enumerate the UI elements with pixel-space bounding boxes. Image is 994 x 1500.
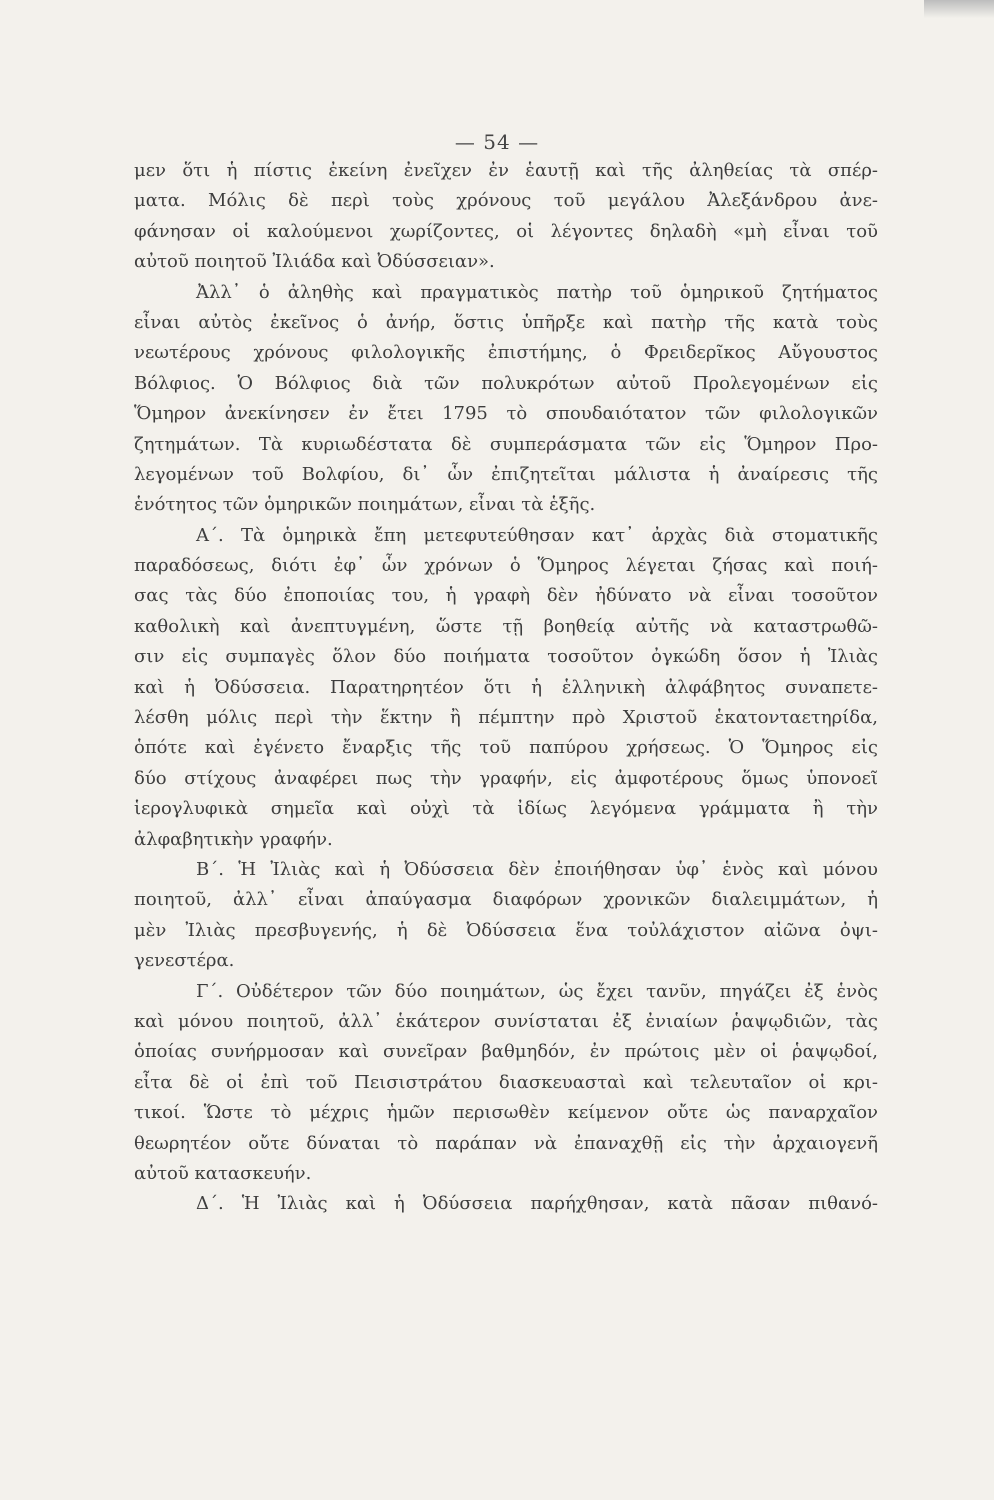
- text-line: παραδόσεως, διότι ἐφ᾽ ὧν χρόνων ὁ Ὅμηρος λέγεται ζήσας καὶ ποιή-: [134, 555, 878, 577]
- text-line: Ἀλλ᾽ ὁ ἀληθὴς καὶ πραγματικὸς πατὴρ τοῦ ὁμηρικοῦ ζητήματος: [196, 281, 878, 303]
- text-line: σας τὰς δύο ἐποποιίας του, ἡ γραφὴ δὲν ἠδύνατο νὰ εἶναι τοσοῦτον: [134, 585, 878, 607]
- text-line: ὁπότε καὶ ἐγένετο ἔναρξις τῆς τοῦ παπύρου χρήσεως. Ὁ Ὅμηρος εἰς: [134, 737, 878, 759]
- text-line: μὲν Ἰλιὰς πρεσβυγενής, ἡ δὲ Ὀδύσσεια ἕνα τοὐλάχιστον αἰῶνα ὀψι-: [134, 919, 878, 941]
- text-line: γενεστέρα.: [134, 950, 235, 972]
- text-line: νεωτέρους χρόνους φιλολογικῆς ἐπιστήμης, ὁ Φρειδερῖκος Αὔγουστος: [134, 342, 878, 364]
- text-line: Δ΄. Ἡ Ἰλιὰς καὶ ἡ Ὀδύσσεια παρήχθησαν, κατὰ πᾶσαν πιθανό-: [196, 1193, 878, 1215]
- text-line: δύο στίχους ἀναφέρει πως τὴν γραφήν, εἰς ἀμφοτέρους ὅμως ὑπονοεῖ: [134, 767, 878, 789]
- text-line: καὶ ἡ Ὀδύσσεια. Παρατηρητέον ὅτι ἡ ἑλληνικὴ ἀλφάβητος συναπετε-: [134, 676, 878, 698]
- text-line: ματα. Μόλις δὲ περὶ τοὺς χρόνους τοῦ μεγάλου Ἀλεξάνδρου ἀνε-: [134, 190, 878, 212]
- text-line: Γ΄. Οὐδέτερον τῶν δύο ποιημάτων, ὡς ἔχει τανῦν, πηγάζει ἐξ ἑνὸς: [196, 980, 878, 1002]
- text-line: λεγομένων τοῦ Βολφίου, δι᾽ ὧν ἐπιζητεῖται μάλιστα ἡ ἀναίρεσις τῆς: [134, 463, 878, 485]
- text-line: σιν εἰς συμπαγὲς ὅλον δύο ποιήματα τοσοῦτον ὀγκώδη ὅσον ἡ Ἰλιὰς: [134, 646, 878, 668]
- text-line: εἶναι αὐτὸς ἐκεῖνος ὁ ἀνήρ, ὅστις ὑπῆρξε καὶ πατὴρ τῆς κατὰ τοὺς: [134, 311, 878, 333]
- text-line: μεν ὅτι ἡ πίστις ἐκείνη ἐνεῖχεν ἐν ἑαυτῇ καὶ τῆς ἀληθείας τὰ σπέρ-: [134, 160, 878, 181]
- text-line: καθολικὴ καὶ ἀνεπτυγμένη, ὥστε τῇ βοηθείᾳ αὐτῆς νὰ καταστρωθῶ-: [134, 615, 878, 637]
- text-line: Β΄. Ἡ Ἰλιὰς καὶ ἡ Ὀδύσσεια δὲν ἐποιήθησαν ὑφ᾽ ἑνὸς καὶ μόνου: [196, 858, 878, 880]
- text-line: ἑνότητος τῶν ὁμηρικῶν ποιημάτων, εἶναι τὰ ἑξῆς.: [134, 494, 596, 516]
- page-number: — 54 —: [454, 130, 540, 154]
- text-line: Ὅμηρον ἀνεκίνησεν ἐν ἔτει 1795 τὸ σπουδαιότατον τῶν φιλολογικῶν: [134, 403, 878, 425]
- text-line: αὐτοῦ κατασκευήν.: [134, 1162, 312, 1184]
- text-line: ἱερογλυφικὰ σημεῖα καὶ οὐχὶ τὰ ἰδίως λεγόμενα γράμματα ἢ τὴν: [134, 798, 878, 820]
- text-line: αὐτοῦ ποιητοῦ Ἰλιάδα καὶ Ὀδύσσειαν».: [134, 251, 495, 273]
- text-line: ζητημάτων. Τὰ κυριωδέστατα δὲ συμπεράσματα τῶν εἰς Ὅμηρον Προ-: [134, 433, 878, 455]
- text-line: Α΄. Τὰ ὁμηρικὰ ἔπη μετεφυτεύθησαν κατ᾽ ἀρχὰς διὰ στοματικῆς: [196, 524, 878, 546]
- text-line: ποιητοῦ, ἀλλ᾽ εἶναι ἀπαύγασμα διαφόρων χρονικῶν διαλειμμάτων, ἡ: [134, 889, 878, 911]
- text-line: καὶ μόνου ποιητοῦ, ἀλλ᾽ ἑκάτερον συνίσταται ἐξ ἐνιαίων ῥαψῳδιῶν, τὰς: [134, 1010, 878, 1032]
- text-line: θεωρητέον οὔτε δύναται τὸ παράπαν νὰ ἐπαναχθῇ εἰς τὴν ἀρχαιογενῆ: [134, 1132, 878, 1154]
- text-line: φάνησαν οἱ καλούμενοι χωρίζοντες, οἱ λέγοντες δηλαδὴ «μὴ εἶναι τοῦ: [134, 220, 878, 242]
- body-text: [134, 156, 878, 1220]
- text-line: λέσθη μόλις περὶ τὴν ἕκτην ἢ πέμπτην πρὸ Χριστοῦ ἑκατονταετηρίδα,: [134, 707, 878, 729]
- text-line: ἀλφαβητικὴν γραφήν.: [134, 828, 333, 850]
- text-line: Βόλφιος. Ὁ Βόλφιος διὰ τῶν πολυκρότων αὐτοῦ Προλεγομένων εἰς: [134, 372, 878, 394]
- text-line: εἶτα δὲ οἱ ἐπὶ τοῦ Πεισιστράτου διασκευασταὶ καὶ τελευταῖον οἱ κρι-: [134, 1071, 878, 1093]
- text-line: ὁποίας συνήρμοσαν καὶ συνεῖραν βαθμηδόν, ἐν πρώτοις μὲν οἱ ῥαψῳδοί,: [134, 1041, 878, 1063]
- scan-edge-shadow: [924, 0, 994, 18]
- text-line: τικοί. Ὥστε τὸ μέχρις ἡμῶν περισωθὲν κείμενον οὔτε ὡς παναρχαῖον: [134, 1102, 878, 1124]
